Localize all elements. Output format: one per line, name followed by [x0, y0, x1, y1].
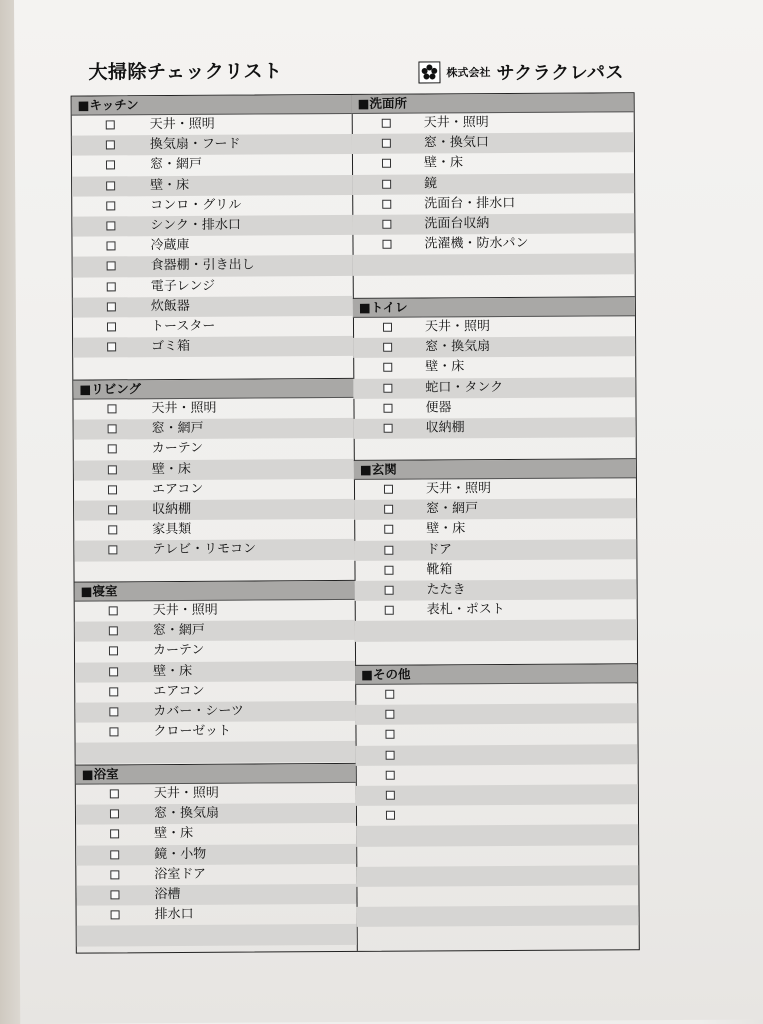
checkbox[interactable]	[386, 770, 395, 779]
checklist-row	[73, 296, 353, 318]
item-label: 天井・照明	[153, 785, 219, 802]
checklist-row	[74, 418, 354, 440]
checklist-row	[356, 764, 638, 786]
checklist-row	[352, 193, 634, 215]
item-label: 蛇口・タンク	[425, 379, 504, 396]
item-label: エアコン	[153, 683, 205, 699]
section-bedroom	[75, 580, 356, 763]
checklist-row	[353, 377, 635, 399]
checklist-row	[75, 660, 355, 682]
item-label: 収納棚	[152, 501, 192, 518]
checkbox[interactable]	[107, 404, 116, 413]
checklist-row	[74, 479, 354, 501]
checkbox[interactable]	[384, 565, 393, 574]
section-heading: ■トイレ	[353, 297, 635, 318]
section-heading: ■寝室	[75, 581, 355, 602]
item-label: 電子レンジ	[150, 278, 216, 294]
item-label: ドア	[426, 541, 453, 558]
checklist-row	[76, 884, 356, 906]
item-label: 天井・照明	[152, 602, 218, 619]
checkbox[interactable]	[107, 262, 116, 271]
brand-name: サクラクレパス	[496, 62, 625, 85]
checklist-row	[74, 458, 354, 480]
checkbox[interactable]	[109, 606, 118, 615]
section-heading: ■キッチン	[72, 95, 352, 116]
checklist-row	[355, 683, 637, 705]
checklist-row	[75, 701, 355, 723]
checklist-row	[75, 681, 355, 703]
checklist-row	[74, 438, 354, 460]
checklist-row	[353, 274, 635, 296]
checklist-row	[76, 741, 356, 763]
item-label: 天井・照明	[425, 481, 492, 497]
checklist-row	[356, 744, 638, 766]
item-label: 壁・床	[425, 359, 465, 375]
section-living	[73, 378, 354, 581]
checkbox[interactable]	[106, 221, 115, 230]
checkbox[interactable]	[106, 242, 115, 251]
checkbox[interactable]	[108, 526, 117, 535]
item-label: カーテン	[152, 643, 205, 659]
checkbox[interactable]	[382, 159, 391, 168]
checklist-row	[72, 134, 352, 156]
checklist-row	[355, 599, 637, 621]
item-label: 換気扇・フード	[149, 136, 241, 153]
checkbox[interactable]	[106, 201, 115, 210]
checklist-row	[75, 620, 355, 642]
checklist-row	[357, 905, 639, 927]
item-label: 排水口	[154, 907, 194, 923]
checklist-table	[71, 92, 640, 953]
item-label: 窓・網戸	[426, 501, 479, 517]
checkbox[interactable]	[108, 505, 117, 514]
checklist-row	[353, 316, 635, 338]
checkbox[interactable]	[386, 811, 395, 820]
checkbox[interactable]	[108, 465, 117, 474]
checklist-row	[356, 804, 638, 826]
section-heading: ■浴室	[76, 764, 356, 785]
item-label: 壁・床	[150, 177, 190, 193]
checklist-row	[73, 275, 353, 297]
checklist-row	[73, 398, 353, 420]
item-label: 冷蔵庫	[150, 238, 190, 254]
checkbox[interactable]	[110, 830, 119, 839]
checkbox[interactable]	[383, 403, 392, 412]
checklist-row	[74, 539, 354, 561]
checkbox[interactable]	[110, 890, 119, 899]
brand-block	[418, 58, 624, 85]
checklist-row	[356, 784, 638, 806]
checklist-row	[77, 904, 357, 926]
checklist-row	[72, 215, 352, 237]
checkbox[interactable]	[385, 606, 394, 615]
checkbox[interactable]	[109, 627, 118, 636]
item-label: 洗濯機・防水パン	[424, 235, 529, 252]
checklist-row	[355, 579, 637, 601]
item-label: クローゼット	[153, 723, 232, 740]
checkbox[interactable]	[109, 707, 118, 716]
item-label: 天井・照明	[424, 319, 491, 335]
checkbox[interactable]	[384, 505, 393, 514]
checklist-row	[354, 559, 636, 581]
checkbox[interactable]	[383, 343, 392, 352]
paper-sheet	[14, 0, 763, 1024]
checkbox[interactable]	[384, 545, 393, 554]
checklist-row	[75, 600, 355, 622]
checklist-row	[76, 823, 356, 845]
section-other	[355, 663, 639, 947]
checkbox[interactable]	[106, 181, 115, 190]
item-label: 表札・ポスト	[426, 602, 505, 618]
item-label: 便器	[425, 400, 452, 416]
section-entrance	[354, 458, 637, 661]
checkbox[interactable]	[383, 383, 392, 392]
item-label: 窓・換気扇	[153, 805, 220, 822]
item-label: 窓・換気扇	[425, 339, 491, 355]
page-title: 大掃除チェックリスト	[88, 60, 283, 84]
item-label: 洗面台収納	[424, 216, 490, 232]
checklist-row	[354, 437, 636, 459]
item-label: 窓・網戸	[151, 421, 204, 437]
section-heading: ■洗面所	[352, 93, 634, 114]
checkbox[interactable]	[108, 546, 117, 555]
item-label: 窓・換気口	[423, 135, 489, 151]
checkbox[interactable]	[384, 424, 393, 433]
checkbox[interactable]	[385, 586, 394, 595]
checklist-row	[75, 721, 355, 743]
checkbox[interactable]	[382, 199, 391, 208]
section-heading: ■リビング	[73, 379, 353, 400]
item-label: 浴室ドア	[154, 866, 207, 882]
item-label: 家具類	[152, 522, 192, 538]
checkbox[interactable]	[110, 810, 119, 819]
checkbox[interactable]	[107, 322, 116, 331]
item-label: 窓・網戸	[149, 157, 203, 173]
checklist-row	[352, 153, 634, 175]
checklist-row	[352, 112, 634, 134]
left-column	[72, 95, 358, 953]
item-label: 壁・床	[426, 521, 466, 537]
brand-prefix: 株式会社	[446, 66, 491, 80]
checklist-row	[75, 640, 355, 662]
checkbox[interactable]	[382, 139, 391, 148]
checkbox[interactable]	[385, 690, 394, 699]
item-label: 天井・照明	[149, 116, 215, 133]
checkbox[interactable]	[110, 870, 119, 879]
checklist-row	[76, 864, 356, 886]
checkbox[interactable]	[107, 282, 116, 291]
checkbox[interactable]	[383, 363, 392, 372]
checkbox[interactable]	[384, 525, 393, 534]
item-label: 天井・照明	[423, 115, 489, 131]
checklist-row	[73, 336, 353, 358]
checkbox[interactable]	[382, 179, 391, 188]
checkbox[interactable]	[111, 910, 120, 919]
checklist-row	[357, 925, 639, 947]
item-label: 靴箱	[426, 562, 453, 578]
checkbox[interactable]	[108, 445, 117, 454]
checkbox[interactable]	[383, 323, 392, 332]
checklist-row	[352, 132, 634, 154]
checklist-row	[77, 924, 357, 946]
checklist-row	[353, 357, 635, 379]
item-label: カーテン	[151, 441, 204, 457]
item-label: 収納棚	[425, 420, 465, 436]
checkbox[interactable]	[386, 791, 395, 800]
item-label: ゴミ箱	[151, 338, 191, 355]
checklist-row	[354, 478, 636, 500]
checklist-row	[72, 235, 352, 257]
checklist-row	[72, 154, 352, 176]
checkbox[interactable]	[382, 240, 391, 249]
section-toilet	[353, 296, 636, 459]
checklist-row	[73, 316, 353, 338]
item-label: 炊飯器	[150, 298, 190, 314]
section-heading: ■その他	[355, 664, 637, 685]
checklist-row	[352, 213, 634, 235]
checkbox[interactable]	[110, 850, 119, 859]
item-label: たたき	[426, 582, 466, 598]
checklist-row	[354, 498, 636, 520]
section-washroom	[352, 93, 635, 295]
checklist-row	[355, 620, 637, 642]
checkbox[interactable]	[109, 667, 118, 676]
section-kitchen	[72, 95, 354, 378]
checkbox[interactable]	[385, 730, 394, 739]
item-label: 壁・床	[154, 826, 194, 842]
checkbox[interactable]	[386, 750, 395, 759]
checklist-row	[72, 195, 352, 217]
checklist-row	[76, 783, 356, 805]
checkbox[interactable]	[108, 485, 117, 494]
item-label: 壁・床	[151, 461, 191, 477]
item-label: 洗面台・排水口	[424, 195, 516, 212]
checkbox[interactable]	[382, 119, 391, 128]
checklist-row	[354, 417, 636, 439]
item-label: カバー・シーツ	[153, 703, 244, 720]
checkbox[interactable]	[385, 710, 394, 719]
item-label: 鏡	[424, 175, 438, 192]
item-label: 浴槽	[154, 886, 181, 903]
checklist-row	[73, 255, 353, 277]
checkbox[interactable]	[106, 161, 115, 170]
checklist-row	[76, 803, 356, 825]
checklist-row	[356, 885, 638, 907]
item-label: 鏡・小物	[154, 846, 207, 862]
checklist-row	[72, 175, 352, 197]
checklist-row	[74, 559, 354, 581]
checklist-row	[354, 519, 636, 541]
checkbox[interactable]	[384, 485, 393, 494]
item-label: テレビ・リモコン	[152, 541, 257, 558]
item-label: コンロ・グリル	[150, 197, 242, 213]
checklist-row	[356, 845, 638, 867]
checkbox[interactable]	[106, 120, 115, 129]
checklist-row	[353, 397, 635, 419]
checkbox[interactable]	[110, 789, 119, 798]
item-label: エアコン	[151, 481, 204, 497]
checklist-row	[74, 519, 354, 541]
checklist-row	[355, 724, 637, 746]
checkbox[interactable]	[109, 647, 118, 656]
checkbox[interactable]	[109, 687, 118, 696]
checklist-row	[354, 539, 636, 561]
item-label: 天井・照明	[151, 400, 217, 417]
item-label: シンク・排水口	[150, 217, 241, 234]
section-bathroom	[76, 763, 357, 946]
checklist-row	[76, 843, 356, 865]
checklist-row	[72, 114, 352, 136]
checkbox[interactable]	[382, 220, 391, 229]
checkbox[interactable]	[108, 425, 117, 434]
checkbox[interactable]	[106, 141, 115, 150]
checkbox[interactable]	[107, 302, 116, 311]
checklist-row	[353, 336, 635, 358]
sakura-logo-icon	[418, 61, 440, 83]
checklist-row	[352, 173, 634, 195]
checklist-row	[74, 499, 354, 521]
item-label: 壁・床	[153, 663, 193, 679]
checklist-row	[356, 865, 638, 887]
right-column	[352, 93, 639, 951]
checkbox[interactable]	[109, 728, 118, 737]
item-label: 壁・床	[423, 155, 464, 171]
checkbox[interactable]	[107, 342, 116, 351]
checklist-row	[352, 233, 634, 255]
item-label: 食器棚・引き出し	[150, 257, 255, 274]
checklist-row	[356, 825, 638, 847]
checklist-row	[355, 703, 637, 725]
item-label: トースター	[150, 318, 216, 335]
checklist-row	[73, 356, 353, 378]
checklist-row	[355, 640, 637, 662]
section-heading: ■玄関	[354, 459, 636, 480]
item-label: 窓・網戸	[152, 623, 205, 639]
checklist-row	[353, 254, 635, 276]
